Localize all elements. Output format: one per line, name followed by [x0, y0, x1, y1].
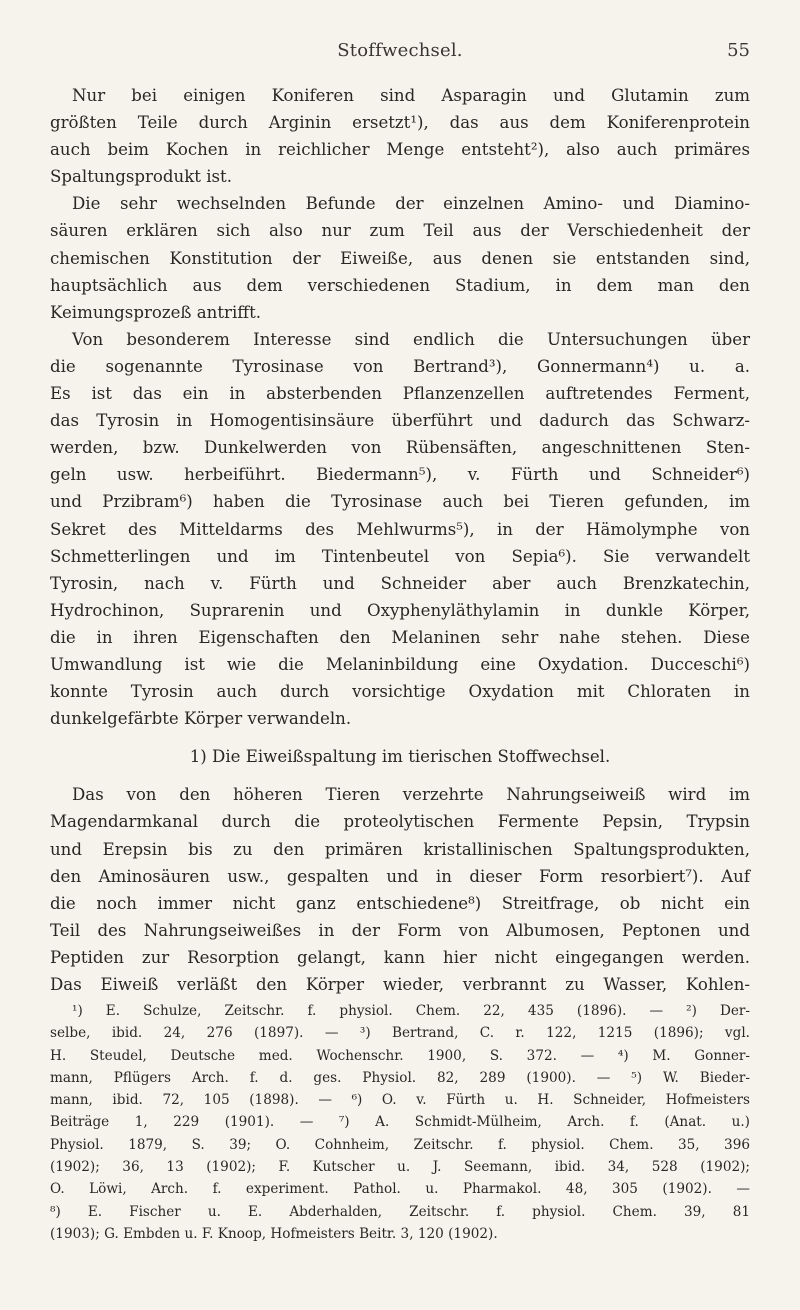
text-line: Umwandlung ist wie die Melaninbildung eine Oxydation. Ducceschi⁶): [50, 654, 750, 674]
footnote-line: (1903); G. Embden u. F. Knoop, Hofmeisters Beitr. 3, 120 (1902).: [50, 1225, 498, 1242]
footnote-line: (1902); 36, 13 (1902); F. Kutscher u. J. Seemann, ibid. 34, 528 (1902);: [50, 1159, 750, 1176]
text-line: Das Eiweiß verläßt den Körper wieder, verbrannt zu Wasser, Kohlen-: [50, 975, 750, 994]
text-line: Schmetterlingen und im Tintenbeutel von Sepia⁶). Sie verwandelt: [50, 546, 750, 566]
text-line: Keimungsprozeß antrifft.: [50, 302, 262, 322]
footnote-line: mann, Pflügers Arch. f. d. ges. Physiol. 82, 289 (1900). — ⁵) W. Bieder-: [50, 1069, 750, 1086]
text-line: Sekret des Mitteldarms des Mehlwurms⁵), in der Hämolymphe von: [50, 519, 750, 539]
text-line: Magendarmkanal durch die proteolytischen Fermente Pepsin, Trypsin: [50, 812, 750, 832]
text-line: größten Teile durch Arginin ersetzt¹), das aus dem Koniferenprotein: [50, 113, 750, 133]
text-line: geln usw. herbeiführt. Biedermann⁵), v. Fürth und Schneider⁶): [50, 465, 750, 485]
text-line: Von besonderem Interesse sind endlich die Untersuchungen über: [72, 329, 750, 349]
text-line: Die sehr wechselnden Befunde der einzelnen Amino- und Diamino-: [72, 194, 750, 214]
page-number: 55: [727, 40, 750, 61]
paragraph-2: [50, 190, 750, 325]
text-line: Tyrosin, nach v. Fürth und Schneider aber auch Brenzkatechin,: [50, 573, 750, 593]
text-line: das Tyrosin in Homogentisinsäure überführt und dadurch das Schwarz-: [50, 411, 750, 431]
text-line: dunkelgefärbte Körper verwandeln.: [50, 709, 352, 729]
footnote-line: O. Löwi, Arch. f. experiment. Pathol. u. Pharmakol. 48, 305 (1902). —: [50, 1181, 750, 1198]
footnote-line: mann, ibid. 72, 105 (1898). — ⁶) O. v. Fürth u. H. Schneider, Hofmeisters: [50, 1092, 750, 1109]
text-line: werden, bzw. Dunkelwerden von Rübensäften, angeschnittenen Sten-: [50, 438, 750, 458]
text-line: die noch immer nicht ganz entschiedene⁸) Streitfrage, ob nicht ein: [50, 893, 750, 913]
text-line: Hydrochinon, Suprarenin und Oxyphenyläthylamin in dunkle Körper,: [50, 600, 750, 620]
text-line: Nur bei einigen Koniferen sind Asparagin und Glutamin zum: [72, 86, 750, 105]
paragraph-1: [50, 82, 750, 190]
book-page: [50, 0, 750, 1310]
running-title: Stoffwechsel.: [337, 40, 463, 61]
text-line: chemischen Konstitution der Eiweiße, aus denen sie entstanden sind,: [50, 248, 750, 268]
text-line: und Erepsin bis zu den primären kristallinischen Spaltungsprodukten,: [50, 839, 750, 859]
text-line: auch beim Kochen in reichlicher Menge entsteht²), also auch primäres: [50, 140, 750, 160]
footnote-line: selbe, ibid. 24, 276 (1897). — ³) Bertrand, C. r. 122, 1215 (1896); vgl.: [50, 1025, 750, 1042]
text-line: Teil des Nahrungseiweißes in der Form von Albumosen, Peptonen und: [50, 920, 750, 940]
footnote-line: ⁸) E. Fischer u. E. Abderhalden, Zeitschr. f. physiol. Chem. 39, 81: [50, 1203, 750, 1220]
section-heading: 1) Die Eiweißspaltung im tierischen Stoffwechsel.: [189, 747, 611, 767]
running-head: [50, 40, 750, 66]
text-line: die in ihren Eigenschaften den Melaninen sehr nahe stehen. Diese: [50, 627, 750, 647]
text-line: und Przibram⁶) haben die Tyrosinase auch bei Tieren gefunden, im: [50, 492, 750, 512]
footnote-line: H. Steudel, Deutsche med. Wochenschr. 1900, S. 372. — ⁴) M. Gonner-: [50, 1047, 750, 1064]
text-line: säuren erklären sich also nur zum Teil aus der Verschiedenheit der: [50, 221, 750, 241]
text-line: Es ist das ein in absterbenden Pflanzenzellen auftretendes Ferment,: [50, 384, 750, 404]
paragraph-3: [50, 326, 750, 732]
text-line: Spaltungsprodukt ist.: [50, 167, 232, 187]
footnote-line: Physiol. 1879, S. 39; O. Cohnheim, Zeitschr. f. physiol. Chem. 35, 396: [50, 1136, 750, 1153]
text-line: konnte Tyrosin auch durch vorsichtige Oxydation mit Chloraten in: [50, 682, 750, 702]
text-line: die sogenannte Tyrosinase von Bertrand³), Gonnermann⁴) u. a.: [50, 356, 750, 376]
footnote-line: ¹) E. Schulze, Zeitschr. f. physiol. Chem. 22, 435 (1896). — ²) Der-: [72, 1003, 750, 1019]
text-line: den Aminosäuren usw., gespalten und in dieser Form resorbiert⁷). Auf: [50, 866, 750, 886]
footnotes: [50, 1000, 750, 1245]
text-line: Das von den höheren Tieren verzehrte Nahrungseiweiß wird im: [72, 785, 750, 805]
body-text: [50, 82, 750, 998]
text-line: Peptiden zur Resorption gelangt, kann hier nicht eingegangen werden.: [50, 947, 750, 967]
text-line: hauptsächlich aus dem verschiedenen Stadium, in dem man den: [50, 275, 750, 295]
footnote-line: Beiträge 1, 229 (1901). — ⁷) A. Schmidt-Mülheim, Arch. f. (Anat. u.): [50, 1114, 750, 1131]
paragraph-4: [50, 781, 750, 998]
